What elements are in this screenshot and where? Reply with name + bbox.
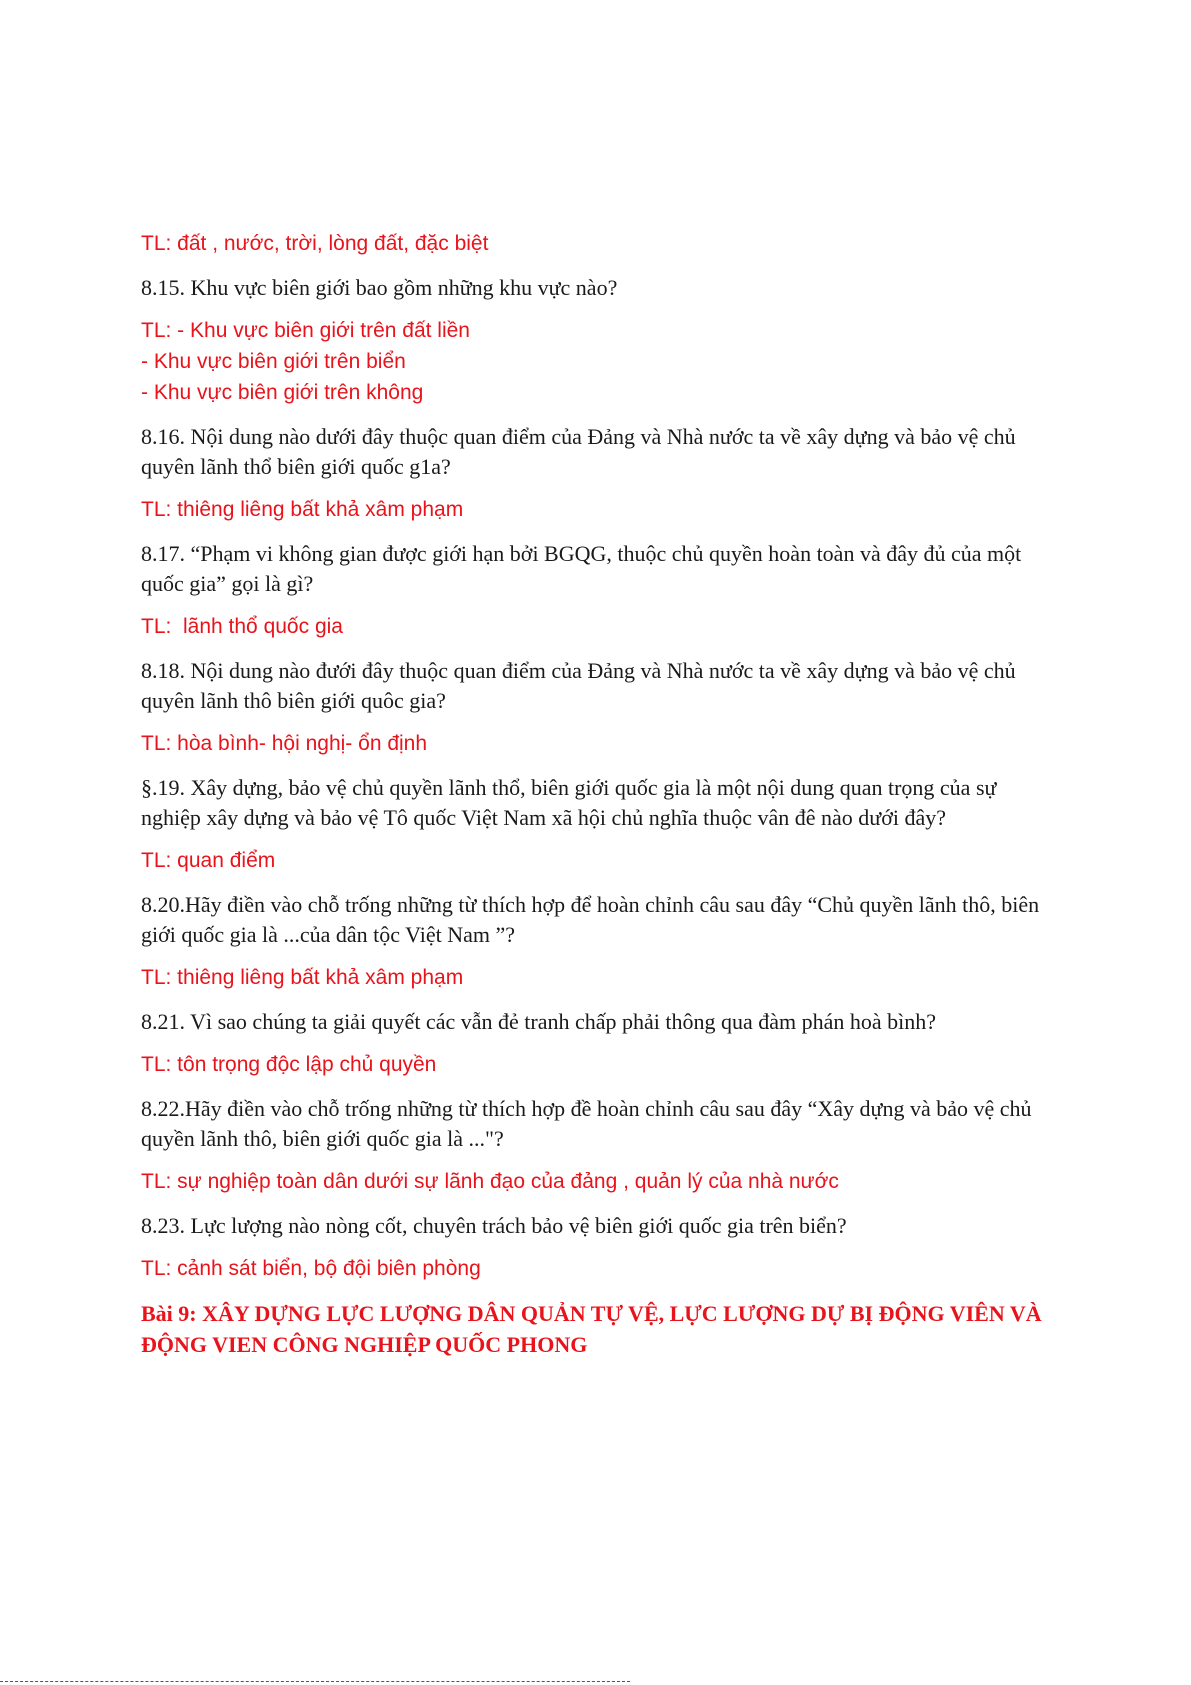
- answer-8-23: TL: cảnh sát biển, bộ đội biên phòng: [141, 1257, 481, 1280]
- question-8-21: 8.21. Vì sao chúng ta giải quyết các vẫn đẻ tranh chấp phải thông qua đàm phán hoà bình?: [141, 1009, 937, 1034]
- question-8-18: 8.18. Nội dung nào đưới đây thuộc quan điểm của Đảng và Nhà nước ta về xây dựng và bảo vệ chủ quyên lãnh thô biên giới quôc gia?: [141, 658, 1016, 713]
- answer-line: - Khu vực biên giới trên biển: [141, 350, 406, 373]
- answer-line: - Khu vực biên giới trên không: [141, 381, 424, 404]
- answer-8-20: TL: thiêng liêng bất khả xâm phạm: [141, 966, 464, 989]
- answer-line: TL: - Khu vực biên giới trên đất liền: [141, 319, 470, 342]
- answer-8-17: TL: lãnh thổ quốc gia: [141, 615, 343, 638]
- question-8-20: 8.20.Hãy điền vào chỗ trống những từ thích hợp để hoàn chỉnh câu sau đây “Chủ quyền lãnh thô, biên giới quốc gia là ...của dân tộc Việt Nam ”?: [141, 892, 1040, 947]
- answer-8-21: TL: tôn trọng độc lập chủ quyền: [141, 1053, 437, 1076]
- question-8-15: 8.15. Khu vực biên giới bao gồm những khu vực nào?: [141, 275, 618, 300]
- question-8-16: 8.16. Nội dung nào dưới đây thuộc quan điểm của Đảng và Nhà nước ta về xây dựng và bảo vệ chủ quyên lãnh thổ biên giới quốc g1a?: [141, 424, 1016, 479]
- page-bottom-divider: [0, 1681, 630, 1682]
- question-8-19: §.19. Xây dựng, bảo vệ chủ quyền lãnh thổ, biên giới quốc gia là một nội dung quan trọng của sự nghiệp xây dựng và bảo vệ Tô quốc Việt Nam xã hội chủ nghĩa thuộc vân đê nào dưới đây?: [141, 775, 997, 830]
- question-8-17: 8.17. “Phạm vi không gian được giới hạn bởi BGQG, thuộc chủ quyền hoàn toàn và đây đủ của một quốc gia” gọi là gì?: [141, 541, 1022, 596]
- question-8-22: 8.22.Hãy điền vào chỗ trống những từ thích hợp đề hoàn chỉnh câu sau đây “Xây dựng và bảo vệ chủ quyền lãnh thô, biên giới quốc gia là ..."?: [141, 1096, 1032, 1151]
- document-content: [141, 228, 1061, 1360]
- answer-8-15: [141, 315, 1061, 408]
- lesson-heading: Bài 9: XÂY DỰNG LỰC LƯỢNG DÂN QUẢN TỰ VỆ, LỰC LƯỢNG DỰ BỊ ĐỘNG VIÊN VÀ ĐỘNG VIEN CÔNG NGHIỆP QUỐC PHONG: [141, 1301, 1042, 1357]
- question-8-23: 8.23. Lực lượng nào nòng cốt, chuyên trách bảo vệ biên giới quốc gia trên biển?: [141, 1213, 847, 1238]
- answer-8-22: TL: sự nghiệp toàn dân dưới sự lãnh đạo của đảng , quản lý của nhà nước: [141, 1170, 839, 1193]
- answer-8-14: TL: đất , nước, trời, lòng đất, đặc biệt: [141, 232, 489, 255]
- answer-8-16: TL: thiêng liêng bất khả xâm phạm: [141, 498, 464, 521]
- answer-8-18: TL: hòa bình- hội nghị- ổn định: [141, 732, 428, 755]
- answer-8-19: TL: quan điểm: [141, 849, 276, 872]
